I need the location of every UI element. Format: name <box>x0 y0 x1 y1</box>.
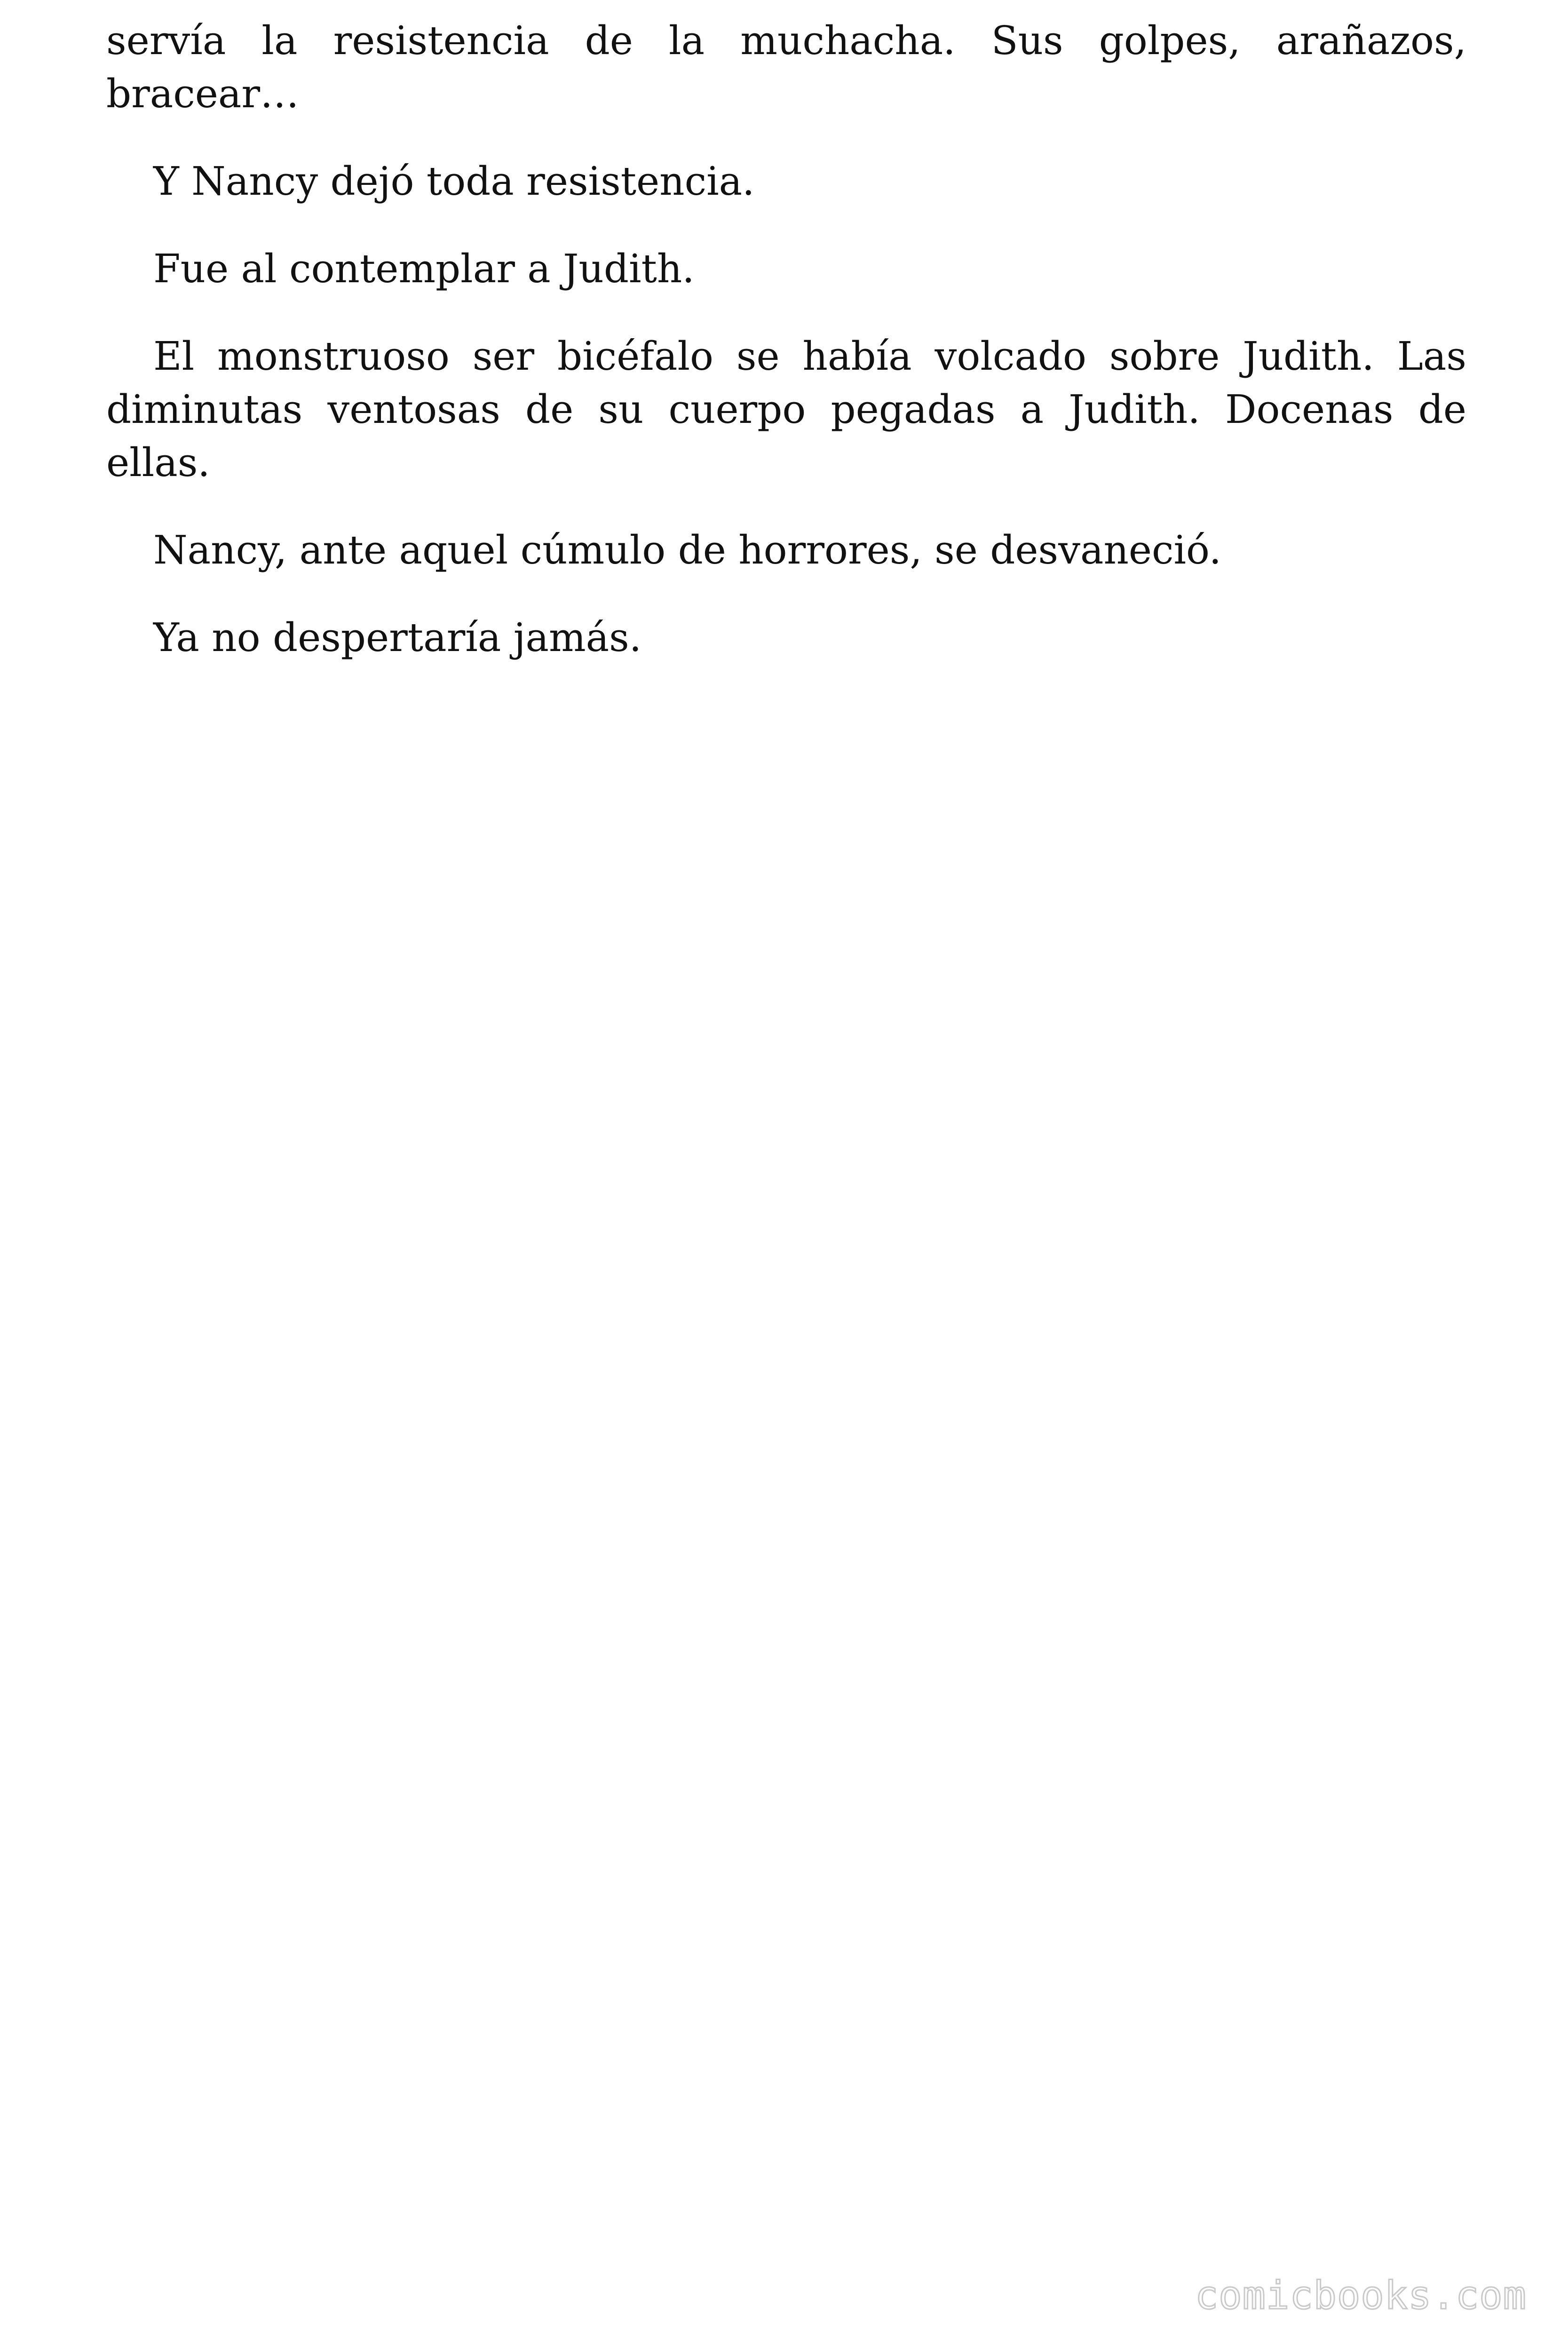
paragraph: Fue al contemplar a Judith. <box>153 246 695 292</box>
paragraph: Nancy, ante aquel cúmulo de horrores, se desvaneció. <box>153 527 1221 573</box>
paragraph: Ya no despertaría jamás. <box>153 615 642 660</box>
paragraph: Y Nancy dejó toda resistencia. <box>153 159 755 204</box>
paragraph: servía la resistencia de la muchacha. Sus golpes, arañazos, bracear… <box>106 18 1466 117</box>
paragraph: El monstruoso ser bicéfalo se había volcado sobre Judith. Las diminutas ventosas de su cuerpo pegadas a Judith. Docenas de ellas. <box>106 334 1466 485</box>
watermark: comicbooks.com <box>1195 2273 1527 2318</box>
page-text <box>106 14 1466 664</box>
